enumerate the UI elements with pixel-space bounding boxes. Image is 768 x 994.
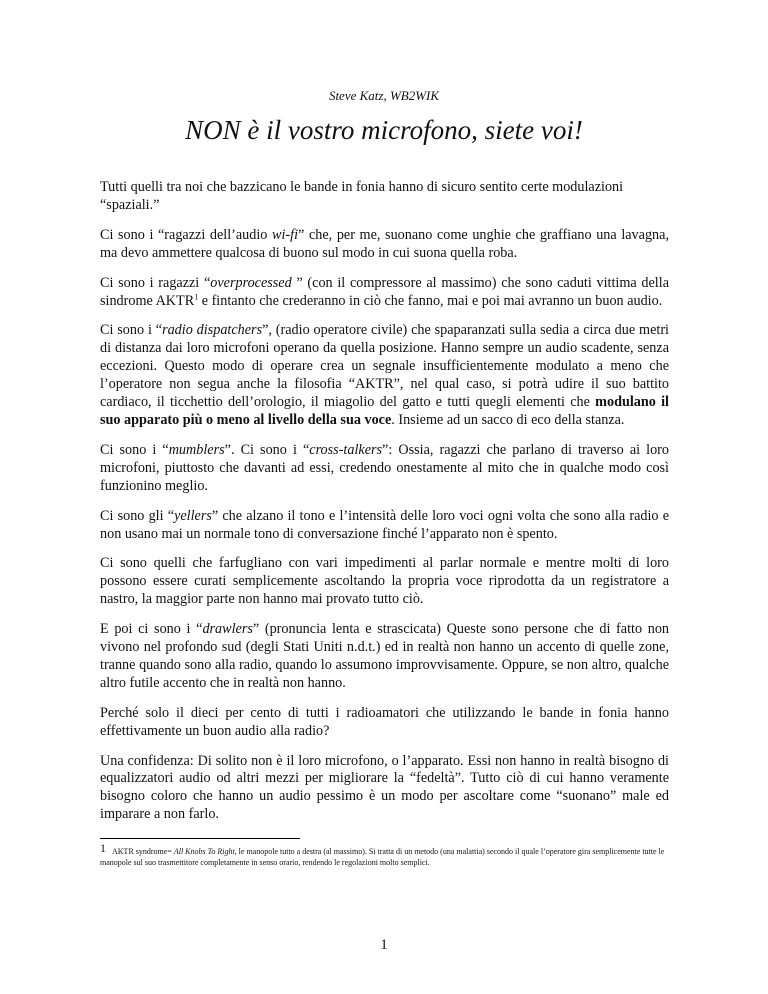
body-text bbox=[100, 179, 669, 836]
page-number: 1 bbox=[380, 937, 388, 953]
paragraph-3-text: e fintanto che crederanno in ciò che fanno, mai e poi mai avranno un buon audio. bbox=[198, 292, 663, 309]
paragraph-4 bbox=[100, 322, 669, 429]
author-line: Steve Katz, WB2WIK bbox=[328, 88, 440, 103]
footnote-text: AKTR syndrome= bbox=[112, 847, 174, 856]
footnote-reference: 1 bbox=[194, 291, 199, 301]
footnote-divider bbox=[100, 838, 300, 839]
paragraph-10-text: Una confidenza: Di solito non è il loro microfono, o l’apparato. Essi non hanno in realtà bisogno di equalizzatori audio od altri mezzi per migliorare la “fedeltà”. Tutto ciò di cui hanno veramente bisogno coloro che hanno un audio pessimo è un modo per ascoltare come “suonano” male ed imparare a non farlo. bbox=[100, 752, 669, 823]
paragraph-5-text: ”. Ci sono i “ bbox=[224, 441, 310, 458]
paragraph-4-text: ”, (radio operatore civile) che spaparanzati sulla sedia a circa due metri di distanza dai loro microfoni operano da quella posizione. Hanno sempre un audio scadente, senza eccezioni. Questo modo di operare crea un segnale insufficientemente modulato a meno che l’operatore non segua anche la filosofia “AKTR”, nel qual caso, si potrà udire il suo battito cardiaco, il ticchettio dell’orologio, il miagolio del gatto e tutti quegli elementi che bbox=[100, 322, 669, 411]
paragraph-3-text: ” (con il compressore al massimo) che sono caduti vittima della sindrome AKTR bbox=[100, 274, 669, 309]
term-mumblers: mumblers bbox=[168, 441, 225, 458]
paragraph-3-text: Ci sono i ragazzi “ bbox=[100, 274, 211, 291]
paragraph-8-text: ” (pronuncia lenta e strascicata) Queste sono persone che di fatto non vivono nel profondo sud (degli Stati Uniti n.d.t.) ed in realtà non hanno un accento di quelle zone, tranne quando sono alla radio, quando lo assumono improvvisamente. Oppure, se non altro, qualche altro futile accento che in realtà non hanno. bbox=[100, 621, 670, 691]
term-overprocessed: overprocessed bbox=[210, 274, 292, 291]
term-cross-talkers: cross-talkers bbox=[309, 441, 383, 458]
term-yellers: yellers bbox=[174, 507, 212, 524]
paragraph-9 bbox=[100, 705, 669, 741]
paragraph-6-text: Ci sono gli “ bbox=[100, 507, 175, 524]
paragraph-10 bbox=[100, 753, 669, 825]
footnote-mark: 1 bbox=[100, 841, 106, 855]
term-wifi: wi-fi bbox=[272, 226, 299, 243]
paragraph-2-text: Ci sono i “ragazzi dell’audio bbox=[100, 226, 273, 243]
paragraph-7 bbox=[100, 555, 669, 609]
footnote-term: All Knobs To Right bbox=[173, 847, 235, 856]
paragraph-9-text: Perché solo il dieci per cento di tutti i radioamatori che utilizzando le bande in fonia hanno effettivamente un buon audio alla radio? bbox=[100, 704, 669, 739]
footnote bbox=[100, 841, 669, 868]
paragraph-2 bbox=[100, 227, 669, 263]
term-radio-dispatchers: radio dispatchers bbox=[162, 322, 263, 339]
paragraph-6 bbox=[100, 508, 669, 544]
paragraph-7-text: Ci sono quelli che farfugliano con vari impedimenti al parlar normale e mentre molti di loro possono essere curati semplicemente ascoltando la propria voce riprodotta da un registratore a nastro, la maggior parte non hanno mai provato tutto ciò. bbox=[100, 555, 669, 608]
paragraph-1 bbox=[100, 179, 669, 215]
paragraph-6-text: ” che alzano il tono e l’intensità delle loro voci ogni volta che sono alla radio e non usano mai un normale tono di conversazione finché l’apparato non è spento. bbox=[100, 507, 669, 542]
paragraph-5-text: ”: Ossia, ragazzi che parlano di traverso ai loro microfoni, piuttosto che davanti ad essi, credendo onestamente al mito che in qualche modo così funzionino meglio. bbox=[100, 441, 669, 494]
paragraph-2-text: ” che, per me, suonano come unghie che graffiano una lavagna, ma devo ammettere qualcosa di buono sul modo in cui suona quella roba. bbox=[100, 226, 669, 261]
footnote-text: , le manopole tutto a destra (al massimo). Si tratta di un metodo (una malattia) secondo il quale l’operatore gira semplicemente tutte le manopole sul suo trasmettitore completamente in senso orario, rendendo le regolazioni molto semplici. bbox=[100, 847, 665, 867]
paragraph-8 bbox=[100, 621, 669, 693]
paragraph-4-text: . Insieme ad un sacco di eco della stanza. bbox=[391, 411, 625, 428]
document-title: NON è il vostro microfono, siete voi! bbox=[185, 115, 583, 145]
paragraph-4-text: Ci sono i “ bbox=[100, 322, 163, 339]
paragraph-3 bbox=[100, 275, 669, 311]
paragraph-1-text: Tutti quelli tra noi che bazzicano le bande in fonia hanno di sicuro sentito certe modulazioni “spaziali.” bbox=[100, 179, 624, 213]
bold-emphasis: modulano il suo apparato più o meno al livello della sua voce bbox=[100, 394, 669, 428]
paragraph-8-text: E poi ci sono i “ bbox=[100, 621, 203, 638]
term-drawlers: drawlers bbox=[202, 621, 253, 638]
paragraph-5-text: Ci sono i “ bbox=[100, 441, 169, 458]
paragraph-5 bbox=[100, 442, 669, 496]
